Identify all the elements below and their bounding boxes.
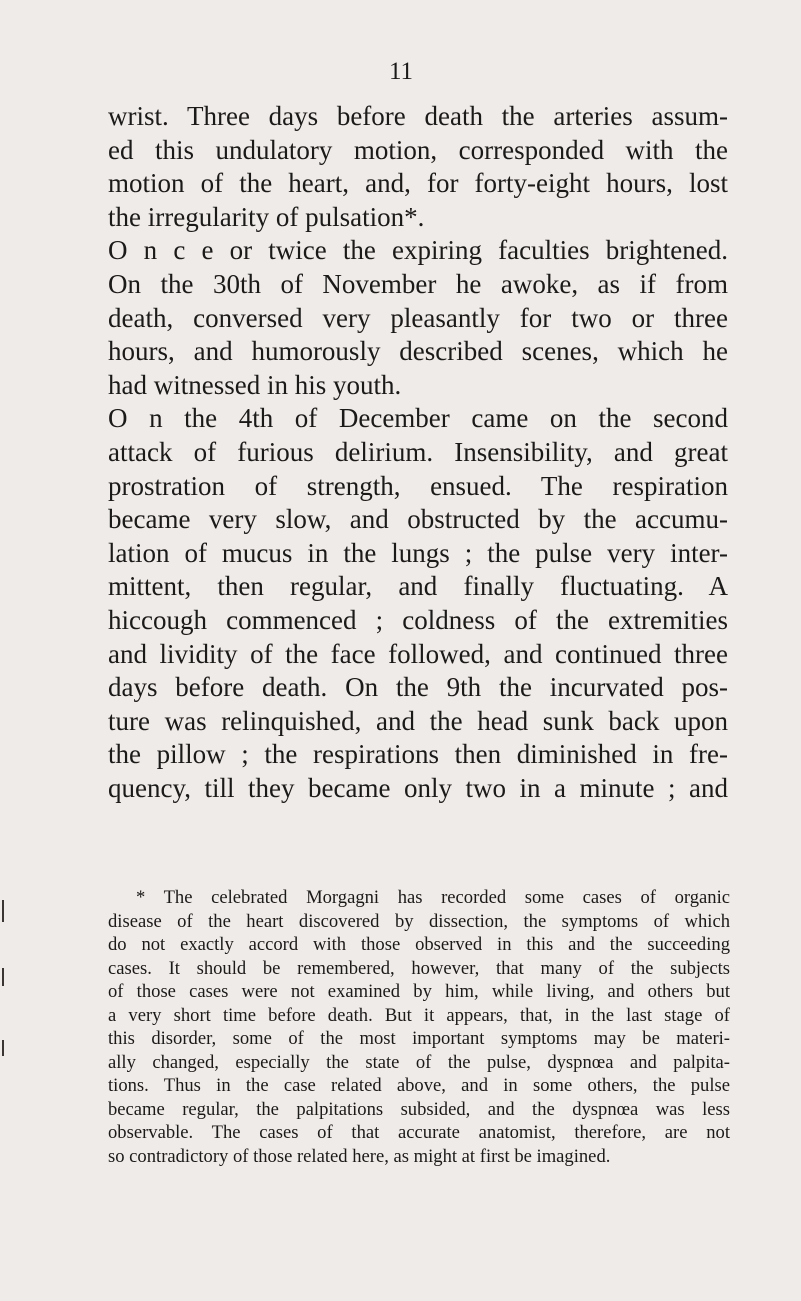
text-line: attack of furious delirium. Insensibility, and great <box>108 436 728 467</box>
margin-bracket-mark <box>2 968 4 986</box>
text-line: lation of mucus in the lungs ; the pulse very inter- <box>108 537 728 568</box>
text-line: ed this undulatory motion, corresponded with the <box>108 134 728 165</box>
footnote-line: of those cases were not examined by him, while living, and others but <box>108 981 730 1002</box>
text-line: the pillow ; the respirations then diminished in fre- <box>108 739 728 770</box>
footnote-line: so contradictory of those related here, as might at first be imagined. <box>108 1145 611 1167</box>
text-line: wrist. Three days before death the arteries assum- <box>108 101 728 131</box>
text-line: the irregularity of pulsation*. <box>108 201 425 232</box>
footnote-line: became regular, the palpitations subsided, and the dyspnœa was less <box>108 1098 730 1120</box>
footnote-line: ally changed, especially the state of the pulse, dyspnœa and palpita- <box>108 1051 730 1073</box>
text-line: became very slow, and obstructed by the accumu- <box>108 504 728 535</box>
margin-bracket-mark <box>2 1040 4 1056</box>
text-line: O n c e or twice the expiring faculties brightened. <box>108 235 728 266</box>
footnote-line: * The celebrated Morgagni has recorded some cases of organic <box>136 887 730 908</box>
text-line: motion of the heart, and, for forty-eight hours, lost <box>108 168 728 199</box>
text-line: hiccough commenced ; coldness of the extremities <box>108 604 728 635</box>
text-line: ture was relinquished, and the head sunk back upon <box>108 705 728 736</box>
text-line: quency, till they became only two in a minute ; and <box>108 772 728 803</box>
footnote-line: do not exactly accord with those observed in this and the succeeding <box>108 934 730 955</box>
text-line: hours, and humorously described scenes, which he <box>108 336 728 367</box>
page-number: 11 <box>388 58 414 85</box>
margin-bracket-mark <box>2 900 4 922</box>
text-line: mittent, then regular, and finally fluctuating. A <box>108 571 728 602</box>
text-line: prostration of strength, ensued. The respiration <box>108 470 728 501</box>
footnote-line: tions. Thus in the case related above, and in some others, the pulse <box>108 1075 730 1096</box>
text-line: had witnessed in his youth. <box>108 369 402 400</box>
text-line: and lividity of the face followed, and continued three <box>108 638 728 669</box>
footnote-line: observable. The cases of that accurate anatomist, therefore, are not <box>108 1122 730 1143</box>
body-text <box>108 100 728 805</box>
text-line: days before death. On the 9th the incurvated pos- <box>108 672 728 703</box>
footnote <box>108 886 730 1168</box>
footnote-line: disease of the heart discovered by dissection, the symptoms of which <box>108 910 730 932</box>
footnote-line: a very short time before death. But it appears, that, in the last stage of <box>108 1004 730 1026</box>
footnote-line: cases. It should be remembered, however, that many of the subjects <box>108 957 730 979</box>
text-line: death, conversed very pleasantly for two or three <box>108 302 728 333</box>
text-line: O n the 4th of December came on the second <box>108 403 728 434</box>
footnote-line: this disorder, some of the most important symptoms may be materi- <box>108 1028 730 1049</box>
text-line: On the 30th of November he awoke, as if from <box>108 268 728 299</box>
